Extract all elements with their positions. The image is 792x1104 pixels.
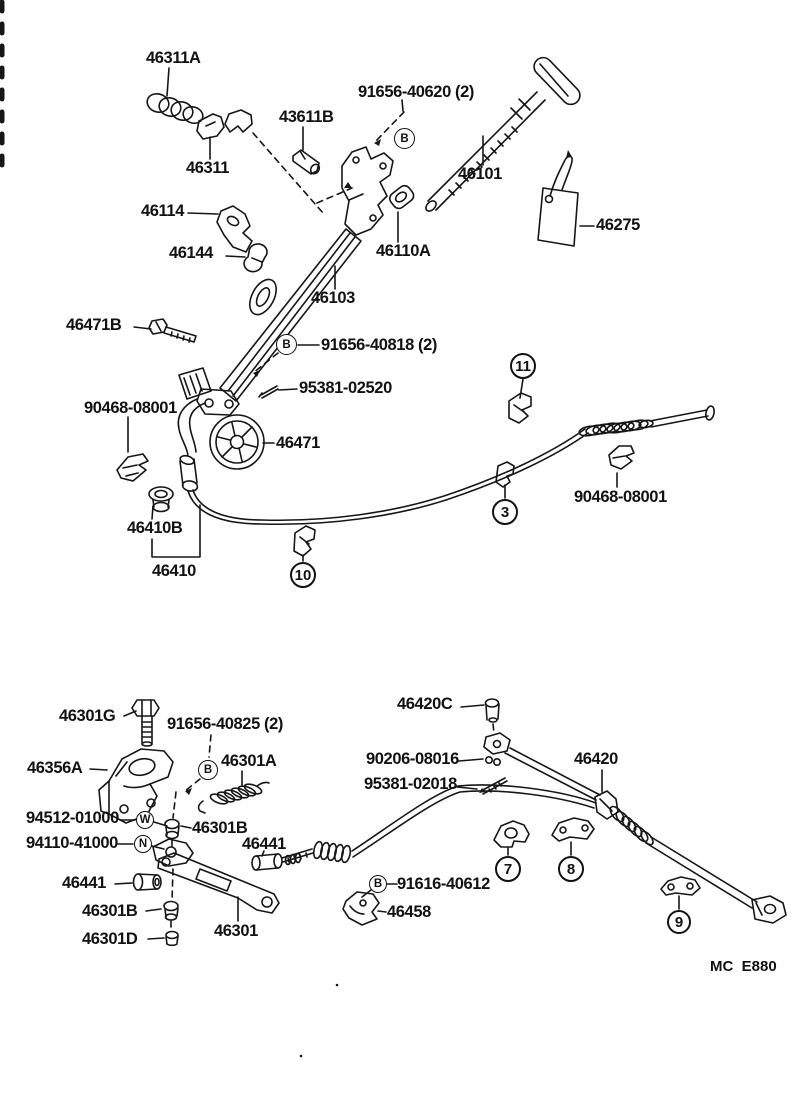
label-46144: 46144	[169, 244, 213, 262]
bracket-8	[552, 818, 594, 841]
label-46301G: 46301G	[59, 707, 116, 725]
label-46101: 46101	[458, 165, 502, 183]
label-91656-40620: 91656-40620 (2)	[358, 83, 475, 101]
label-91616-40612: 91616-40612	[397, 875, 490, 893]
label-90468-08001-right: 90468-08001	[574, 488, 667, 506]
spring-46311A	[145, 91, 205, 126]
label-94512-01000: 94512-01000	[26, 809, 119, 827]
label-46410: 46410	[152, 562, 196, 580]
label-91656-40825: 91656-40825 (2)	[167, 715, 284, 733]
label-46471: 46471	[276, 434, 320, 452]
bushing-46301B-bottom	[164, 902, 178, 921]
label-46471B: 46471B	[66, 316, 122, 334]
clip-90468-08001-left	[117, 454, 148, 481]
callout-b-40620: B	[394, 128, 415, 149]
pulley-46471	[210, 415, 264, 469]
callout-10: 10	[290, 562, 316, 588]
callout-b-40818: B	[276, 334, 297, 355]
label-46311A: 46311A	[146, 49, 201, 67]
cable-equalizer-46420	[595, 791, 786, 923]
clip-7	[494, 821, 529, 847]
bracket-9	[661, 877, 700, 895]
label-46275: 46275	[596, 216, 640, 234]
label-46110A: 46110A	[376, 242, 431, 260]
label-94110-41000: 94110-41000	[26, 834, 118, 852]
label-95381-02520: 95381-02520	[299, 379, 392, 397]
grommet-46110A	[387, 183, 416, 211]
label-46420: 46420	[574, 750, 618, 768]
callout-w: W	[136, 811, 154, 829]
callout-b-40825: B	[198, 760, 218, 780]
clip-3	[496, 462, 514, 487]
clamp-46311	[197, 110, 252, 139]
label-46356A: 46356A	[27, 759, 83, 777]
bolt-43611B	[293, 150, 321, 175]
label-46301D: 46301D	[82, 930, 138, 948]
pull-rod-46101	[424, 54, 584, 213]
callout-7: 7	[495, 856, 521, 882]
callout-b-40612: B	[369, 875, 387, 893]
label-46103: 46103	[311, 289, 355, 307]
label-46301B-bottom: 46301B	[82, 902, 138, 920]
washer-90206-08016	[486, 757, 500, 765]
bolt-46471B	[149, 319, 196, 342]
label-46441-left: 46441	[62, 874, 106, 892]
clip-10	[294, 526, 315, 556]
spring-46301A	[199, 782, 269, 813]
spacer-46441-left	[134, 874, 162, 890]
label-46301: 46301	[214, 922, 258, 940]
cable-lever-branch	[282, 785, 596, 863]
label-90468-08001-left: 90468-08001	[84, 399, 177, 417]
callout-n: N	[134, 835, 152, 853]
callout-11: 11	[510, 353, 536, 379]
pin-95381-02520	[259, 386, 278, 398]
label-95381-02018: 95381-02018	[364, 775, 457, 793]
label-46311: 46311	[186, 159, 229, 177]
label-43611B: 43611B	[279, 108, 334, 126]
label-46301A: 46301A	[221, 752, 277, 770]
label-46458: 46458	[387, 903, 431, 921]
cap-46301D	[166, 932, 178, 946]
callout-8: 8	[558, 856, 584, 882]
label-46441-right: 46441	[242, 835, 286, 853]
label-90206-08016: 90206-08016	[366, 750, 459, 768]
pedal-lever-46103	[179, 147, 393, 415]
label-91656-40818: 91656-40818 (2)	[321, 336, 438, 354]
dashed-arrowheads	[185, 139, 381, 795]
callout-9: 9	[667, 910, 691, 934]
tag-46275	[538, 150, 578, 246]
bolt-46301G	[132, 700, 159, 746]
drawing-code: MC E880	[710, 958, 777, 975]
bushing-46301B-top	[165, 820, 179, 839]
label-46114: 46114	[141, 202, 184, 220]
callout-3: 3	[492, 499, 518, 525]
bracket-46458	[343, 892, 379, 925]
lever-46114	[217, 206, 252, 252]
bolt-46420C	[486, 699, 500, 722]
label-46420C: 46420C	[397, 695, 453, 713]
clip-90468-08001-right	[609, 446, 634, 469]
label-46410B: 46410B	[127, 519, 183, 537]
label-46301B-top: 46301B	[192, 819, 248, 837]
